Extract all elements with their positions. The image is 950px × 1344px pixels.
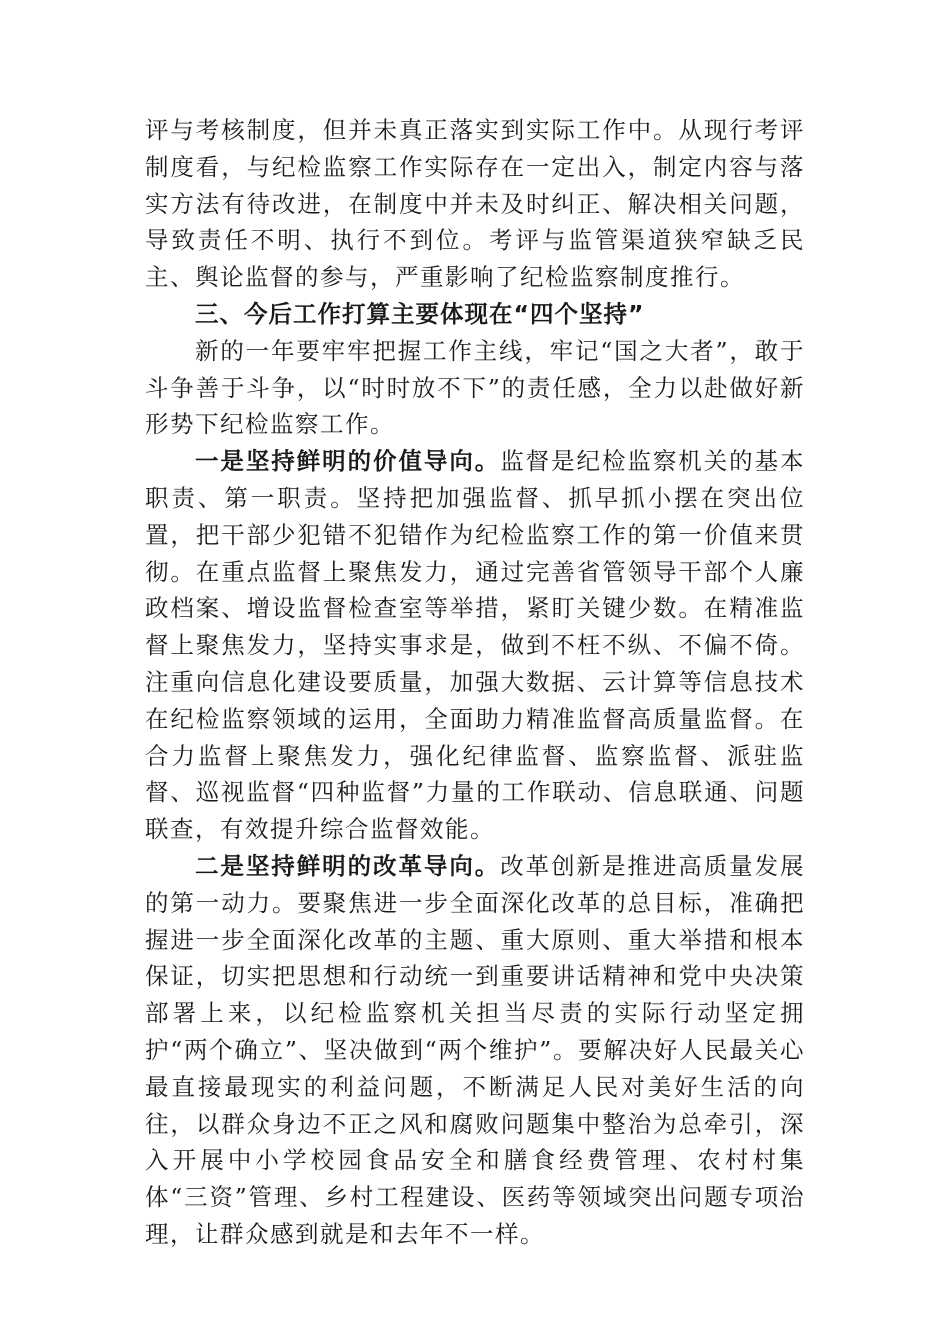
paragraph-reform-orientation bbox=[145, 848, 805, 1253]
paragraph-new-year-goals: 新的一年要牢牢把握工作主线，牢记“国之大者”，敢于斗争善于斗争，以“时时放不下”的责任感，全力以赴做好新形势下纪检监察工作。 bbox=[145, 336, 805, 439]
body-value-orientation: 监督是纪检监察机关的基本职责、第一职责。坚持把加强监督、抓早抓小摆在突出位置，把干部少犯错不犯错作为纪检监察工作的第一价值来贯彻。在重点监督上聚焦发力，通过完善省管领导干部个人廉政档案、增设监督检查室等举措，紧盯关键少数。在精准监督上聚焦发力，坚持实事求是，做到不枉不纵、不偏不倚。注重向信息化建设要质量，加强大数据、云计算等信息技术在纪检监察领域的运用，全面助力精准监督高质量监督。在合力监督上聚焦发力，强化纪律监督、监察监督、派驻监督、巡视监督“四种监督”力量的工作联动、信息联通、问题联查，有效提升综合监督效能。 bbox=[145, 447, 806, 844]
paragraph-assessment-system: 评与考核制度，但并未真正落实到实际工作中。从现行考评制度看，与纪检监察工作实际存在一定出入，制定内容与落实方法有待改进，在制度中并未及时纠正、解决相关问题，导致责任不明、执行不到位。考评与监管渠道狭窄缺乏民主、舆论监督的参与，严重影响了纪检监察制度推行。 bbox=[145, 116, 805, 292]
section-heading-future-plans: 三、今后工作打算主要体现在“四个坚持” bbox=[195, 299, 645, 328]
paragraph-value-orientation bbox=[145, 443, 805, 848]
lead-reform-orientation: 二是坚持鲜明的改革导向。 bbox=[195, 851, 501, 880]
body-reform-orientation: 改革创新是推进高质量发展的第一动力。要聚焦进一步全面深化改革的总目标，准确把握进一步全面深化改革的主题、重大原则、重大举措和根本保证，切实把思想和行动统一到重要讲话精神和党中央决策部署上来，以纪检监察机关担当尽责的实际行动坚定拥护“两个确立”、坚决做到“两个维护”。要解决好人民最关心最直接最现实的利益问题，不断满足人民对美好生活的向往，以群众身边不正之风和腐败问题集中整治为总牵引，深入开展中小学校园食品安全和膳食经费管理、农村村集体“三资”管理、乡村工程建设、医药等领域突出问题专项治理，让群众感到就是和去年不一样。 bbox=[145, 851, 806, 1248]
lead-value-orientation: 一是坚持鲜明的价值导向。 bbox=[195, 447, 501, 476]
document-page bbox=[145, 112, 805, 1253]
